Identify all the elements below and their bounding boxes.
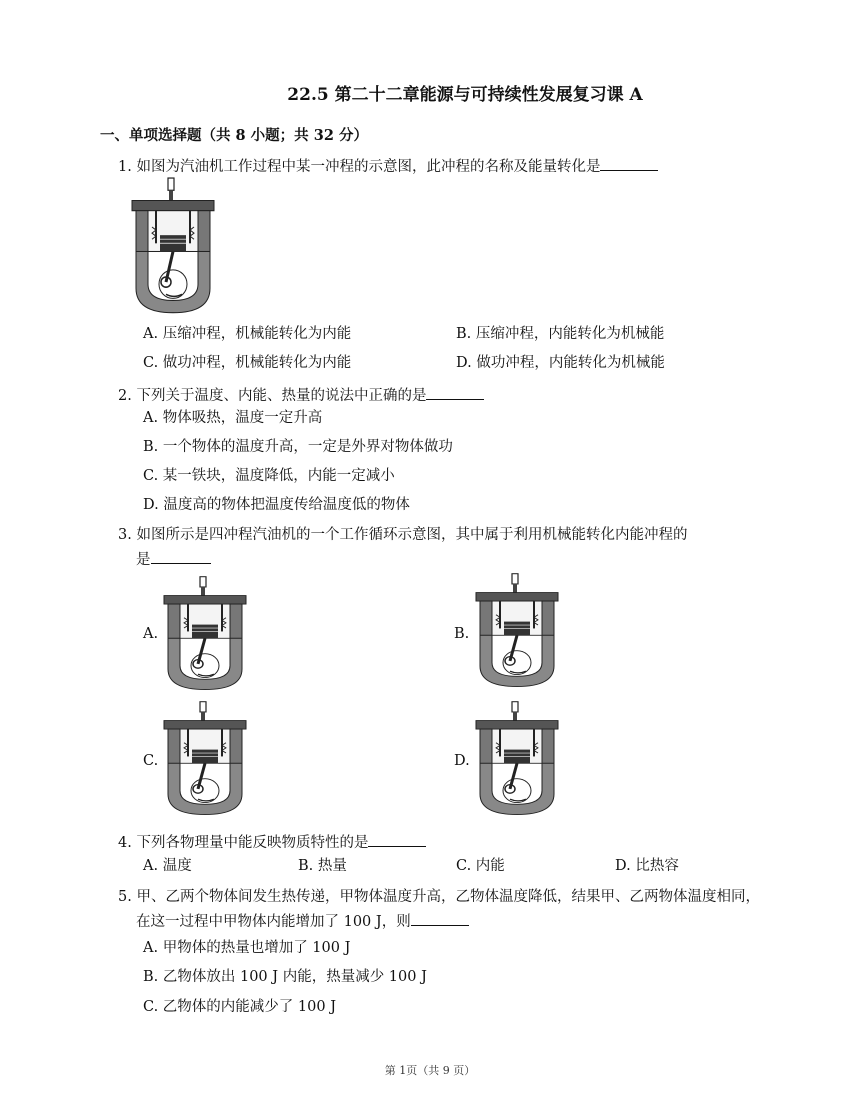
q4-option-a[interactable]: A. 温度 bbox=[143, 858, 192, 874]
engine-diagram-q3-a[interactable] bbox=[160, 575, 250, 693]
q3-option-c-label[interactable]: C. bbox=[143, 753, 159, 769]
q2-option-d[interactable]: D. 温度高的物体把温度传给温度低的物体 bbox=[143, 497, 410, 513]
q1-option-c[interactable]: C. 做功冲程，机械能转化为内能 bbox=[143, 355, 352, 371]
answer-blank bbox=[600, 158, 658, 171]
page-footer: 第 1页（共 9 页） bbox=[384, 1064, 476, 1077]
q5-option-a[interactable]: A. 甲物体的热量也增加了 100 J bbox=[143, 940, 351, 956]
question-4-stem: 4. 下列各物理量中能反映物质特性的是 bbox=[118, 831, 426, 852]
answer-blank bbox=[151, 551, 211, 564]
q4-option-d[interactable]: D. 比热容 bbox=[615, 858, 679, 874]
q2-option-b[interactable]: B. 一个物体的温度升高，一定是外界对物体做功 bbox=[143, 439, 453, 455]
q2-option-c[interactable]: C. 某一铁块，温度降低，内能一定减小 bbox=[143, 468, 395, 484]
answer-blank bbox=[411, 913, 469, 926]
q5-option-c[interactable]: C. 乙物体的内能减少了 100 J bbox=[143, 999, 337, 1015]
q2-option-a[interactable]: A. 物体吸热，温度一定升高 bbox=[143, 410, 323, 426]
q4-option-c[interactable]: C. 内能 bbox=[456, 858, 505, 874]
question-3-stem-line2: 是 bbox=[136, 548, 211, 569]
answer-blank bbox=[368, 834, 426, 847]
question-2-stem: 2. 下列关于温度、内能、热量的说法中正确的是 bbox=[118, 384, 484, 405]
q3-option-a-label[interactable]: A. bbox=[143, 626, 159, 642]
question-5-stem-line1: 5. 甲、乙两个物体间发生热传递，甲物体温度升高，乙物体温度降低，结果甲、乙两物体温度相同， bbox=[118, 889, 760, 905]
q1-option-d[interactable]: D. 做功冲程，内能转化为机械能 bbox=[456, 355, 665, 371]
section-heading: 一、单项选择题（共 8 小题；共 32 分） bbox=[100, 127, 368, 144]
question-1-stem: 1. 如图为汽油机工作过程中某一冲程的示意图，此冲程的名称及能量转化是 bbox=[118, 155, 658, 176]
engine-diagram-q3-d[interactable] bbox=[472, 700, 562, 818]
engine-diagram-q3-b[interactable] bbox=[472, 572, 562, 690]
q1-option-b[interactable]: B. 压缩冲程，内能转化为机械能 bbox=[456, 326, 665, 342]
q3-option-d-label[interactable]: D. bbox=[454, 753, 470, 769]
q1-option-a[interactable]: A. 压缩冲程，机械能转化为内能 bbox=[143, 326, 352, 342]
q4-option-b[interactable]: B. 热量 bbox=[298, 858, 347, 874]
page-title: 22.5 第二十二章能源与可持续性发展复习课 A bbox=[287, 85, 643, 105]
q5-option-b[interactable]: B. 乙物体放出 100 J 内能，热量减少 100 J bbox=[143, 969, 427, 985]
answer-blank bbox=[426, 387, 484, 400]
question-3-stem-line1: 3. 如图所示是四冲程汽油机的一个工作循环示意图，其中属于利用机械能转化内能冲程的 bbox=[118, 527, 688, 543]
engine-diagram-q3-c[interactable] bbox=[160, 700, 250, 818]
engine-diagram-q1 bbox=[128, 176, 218, 314]
question-5-stem-line2: 在这一过程中甲物体内能增加了 100 J，则 bbox=[136, 910, 469, 931]
q3-option-b-label[interactable]: B. bbox=[454, 626, 470, 642]
